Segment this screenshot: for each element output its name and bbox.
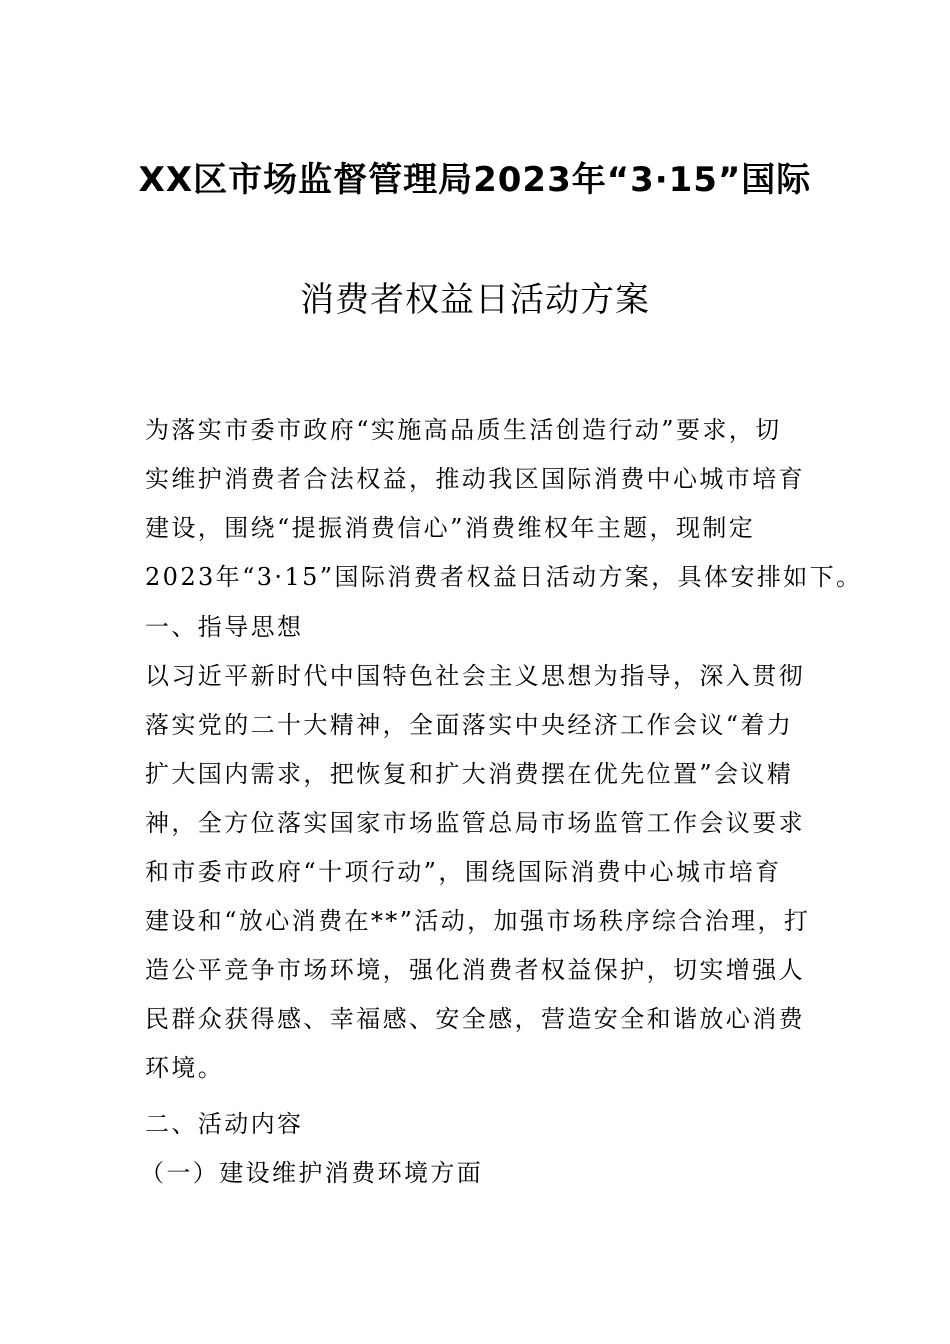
guiding-thought-paragraph [145, 652, 810, 1093]
paragraph-line: 建设和“放心消费在**”活动，加强市场秩序综合治理，打 [145, 907, 811, 935]
paragraph-line: 为落实市委市政府“实施高品质生活创造行动”要求，切 [145, 416, 782, 444]
paragraph-line: 扩大国内需求，把恢复和扩大消费摆在优先位置”会议精 [145, 760, 794, 788]
paragraph-line: 造公平竞争市场环境，强化消费者权益保护，切实增强人 [145, 956, 805, 984]
paragraph-line: 环境。 [145, 1054, 225, 1082]
intro-paragraph [145, 406, 863, 602]
paragraph-line: 民群众获得感、幸福感、安全感，营造安全和谐放心消费 [145, 1005, 805, 1033]
section-heading-guiding-thought [145, 603, 810, 652]
paragraph-line: 实维护消费者合法权益，推动我区国际消费中心城市培育 [145, 465, 805, 493]
paragraph-line: 落实党的二十大精神，全面落实中央经济工作会议“着力 [145, 711, 794, 739]
section-heading-text: 一、指导思想 [145, 613, 304, 641]
paragraph-line: 2023年“3·15”国际消费者权益日活动方案，具体安排如下。 [145, 563, 863, 591]
paragraph-line: 神，全方位落实国家市场监管总局市场监管工作会议要求 [145, 809, 805, 837]
subsection-heading-text: （一）建设维护消费环境方面 [140, 1159, 484, 1187]
subsection-heading-consumer-environment [140, 1149, 805, 1198]
document-title-line-1: XX区市场监督管理局2023年“3·15”国际 [138, 160, 812, 200]
document-title-line-2: 消费者权益日活动方案 [300, 280, 650, 320]
section-heading-text: 二、活动内容 [145, 1110, 304, 1138]
paragraph-line: 和市委市政府“十项行动”，围绕国际消费中心城市培育 [145, 858, 782, 886]
section-heading-activity-content [145, 1100, 810, 1149]
paragraph-line: 以习近平新时代中国特色社会主义思想为指导，深入贯彻 [145, 662, 805, 690]
paragraph-line: 建设，围绕“提振消费信心”消费维权年主题，现制定 [145, 514, 756, 542]
